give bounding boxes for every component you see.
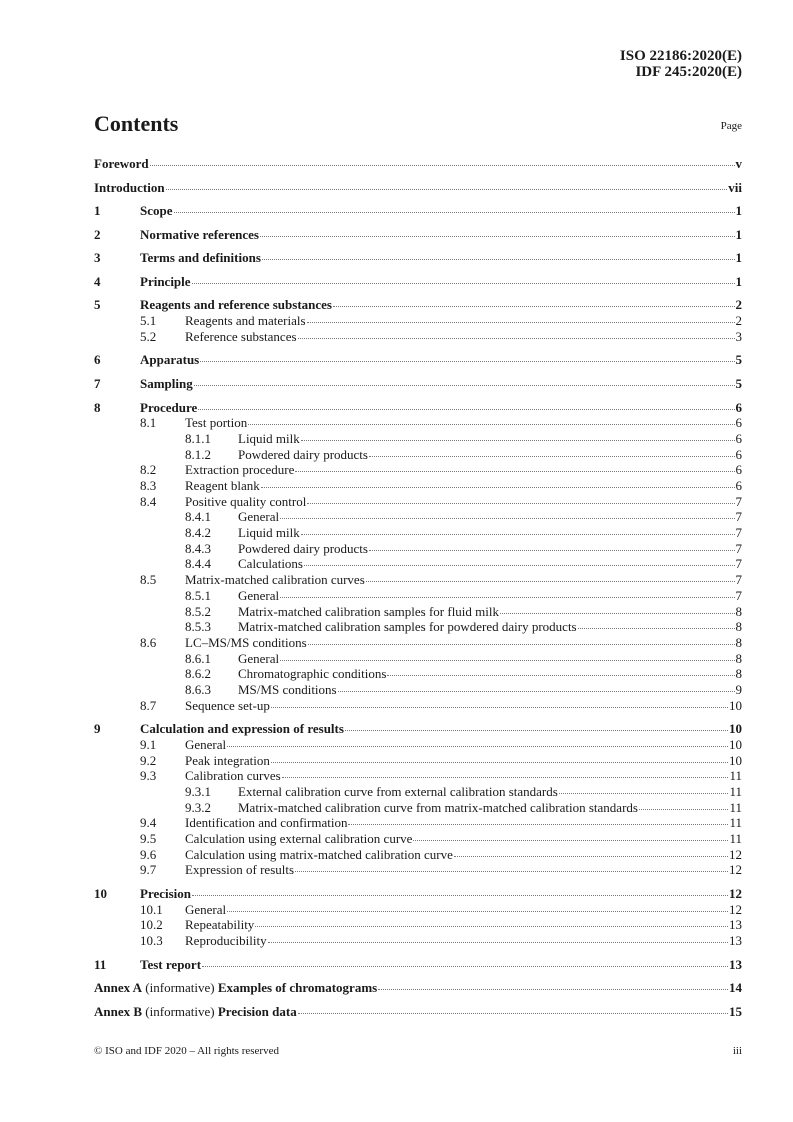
entry-title: Scope [140, 203, 173, 219]
section-number: 8.2 [140, 462, 157, 478]
dot-leader [307, 322, 735, 323]
toc-entry[interactable] [94, 784, 742, 800]
entry-title: Liquid milk [238, 430, 300, 446]
toc-entry[interactable] [94, 902, 742, 918]
entry-title: Reagents and reference substances [140, 297, 332, 313]
toc-entry[interactable] [94, 376, 742, 392]
entry-page: 7 [735, 540, 742, 556]
dot-leader [378, 989, 728, 990]
entry-title: Identification and confirmation [185, 815, 348, 831]
dot-leader [261, 487, 735, 488]
annex-type: (informative) [145, 1003, 215, 1019]
dot-leader [227, 911, 728, 912]
section-number: 8.6.3 [185, 681, 211, 697]
dot-leader [282, 777, 729, 778]
section-number: 10 [94, 885, 107, 901]
toc-entry[interactable] [94, 682, 742, 698]
dot-leader [366, 581, 735, 582]
entry-title: Calculation and expression of results [140, 721, 344, 737]
dot-leader [255, 926, 728, 927]
section-number: 8.5 [140, 572, 157, 588]
dot-leader [298, 338, 735, 339]
dot-leader [166, 189, 728, 190]
toc-entry[interactable] [94, 227, 742, 243]
entry-title: Liquid milk [238, 525, 300, 541]
document-identifier [620, 48, 742, 80]
entry-title: General [238, 509, 280, 525]
entry-page: 8 [735, 634, 742, 650]
section-number: 8.6 [140, 634, 157, 650]
entry-title: Sampling [140, 376, 193, 391]
section-number: 8.3 [140, 478, 157, 494]
toc-entry[interactable] [94, 556, 742, 572]
section-number: 5.2 [140, 328, 157, 344]
toc-entry[interactable] [94, 635, 742, 651]
section-number: 9.3 [140, 768, 157, 784]
entry-title: Expression of results [185, 862, 295, 878]
section-number: 9.2 [140, 752, 157, 768]
dot-leader [413, 840, 728, 841]
toc-entry[interactable] [94, 604, 742, 620]
entry-title: Chromatographic conditions [238, 666, 387, 682]
dot-leader [333, 306, 735, 307]
dot-leader [174, 212, 735, 213]
entry-title: Calculation using external calibration curve [185, 831, 413, 847]
section-number: 8.6.2 [185, 666, 211, 682]
entry-title: Test report [140, 956, 202, 972]
section-number: 8.1.1 [185, 430, 211, 446]
entry-title: Calculation using matrix-matched calibration curve [185, 846, 453, 862]
toc-entry[interactable] [94, 274, 742, 290]
dot-leader [192, 283, 735, 284]
entry-title: Examples of chromatograms [217, 980, 378, 996]
dot-leader [301, 440, 735, 441]
entry-page: 7 [735, 572, 742, 588]
entry-page: 7 [735, 509, 742, 525]
entry-page: 6 [735, 478, 742, 494]
entry-page: 11 [729, 831, 742, 847]
section-number: 7 [94, 376, 101, 391]
dot-leader [280, 518, 734, 519]
dot-leader [202, 966, 728, 967]
section-number: 9.7 [140, 862, 157, 878]
footer [94, 1045, 742, 1057]
entry-page: 3 [735, 328, 742, 344]
dot-leader [369, 550, 735, 551]
entry-page: 8 [735, 619, 742, 635]
dot-leader [200, 361, 734, 362]
idf-number: IDF 245:2020(E) [635, 64, 742, 80]
dot-leader [198, 409, 734, 410]
section-number: 8.1.2 [185, 446, 211, 462]
entry-title: Reagents and materials [185, 313, 306, 329]
entry-title: Precision [140, 885, 192, 901]
entry-title: General [238, 587, 280, 603]
toc-entry[interactable] [94, 651, 742, 667]
entry-title: Extraction procedure [185, 462, 295, 478]
entry-page: 8 [735, 666, 742, 682]
entry-page: 11 [729, 768, 742, 784]
section-number: 9.1 [140, 736, 157, 752]
toc-entry[interactable] [94, 588, 742, 604]
entry-page: 10 [729, 752, 742, 768]
toc-entry[interactable] [94, 933, 742, 949]
entry-title: Test portion [185, 415, 248, 431]
entry-page: 1 [735, 273, 742, 289]
toc-entry[interactable] [94, 415, 742, 431]
entry-title: Matrix-matched calibration samples for fluid milk [238, 603, 500, 619]
section-number: 9.6 [140, 846, 157, 862]
section-number: 8.4.4 [185, 556, 211, 572]
dot-leader [348, 824, 728, 825]
entry-page: 7 [735, 556, 742, 572]
toc-entry[interactable] [94, 431, 742, 447]
toc-entry[interactable] [94, 886, 742, 902]
section-number: 8.6.1 [185, 650, 211, 666]
entry-page: 13 [729, 917, 742, 933]
entry-page: 1 [735, 203, 742, 219]
toc-entry[interactable] [94, 721, 742, 737]
entry-title: Normative references [140, 226, 259, 242]
toc-entry[interactable] [94, 847, 742, 863]
section-number: 8.5.1 [185, 587, 211, 603]
dot-leader [192, 895, 728, 896]
section-number: 9.4 [140, 815, 157, 831]
section-number: 8.4.3 [185, 540, 211, 556]
toc-entry[interactable] [94, 862, 742, 878]
toc-entry[interactable] [94, 737, 742, 753]
toc-entry[interactable] [94, 509, 742, 525]
entry-title: Sequence set-up [185, 697, 270, 713]
dot-leader [345, 730, 728, 731]
entry-page: 10 [729, 697, 742, 713]
entry-page: 5 [735, 376, 742, 391]
entry-title: Repeatability [185, 917, 255, 933]
toc-entry[interactable] [94, 815, 742, 831]
entry-page: 9 [735, 681, 742, 697]
entry-title: Positive quality control [185, 493, 307, 509]
section-number: 3 [94, 250, 101, 266]
entry-title: Apparatus [140, 352, 200, 368]
toc-entry[interactable] [94, 156, 742, 172]
dot-leader [454, 856, 728, 857]
section-number: 8.5.3 [185, 619, 211, 635]
entry-page: 11 [729, 815, 742, 831]
dot-leader [150, 165, 735, 166]
entry-title: Reference substances [185, 328, 297, 344]
entry-page: 14 [729, 980, 742, 996]
dot-leader [280, 660, 734, 661]
dot-leader [308, 644, 735, 645]
dot-leader [559, 793, 729, 794]
entry-title: Reagent blank [185, 478, 260, 494]
entry-page: 11 [729, 783, 742, 799]
entry-title: General [185, 901, 227, 917]
section-number: 11 [94, 956, 107, 972]
annex-type: (informative) [145, 980, 215, 996]
entry-page: 8 [735, 603, 742, 619]
entry-page: 12 [729, 846, 742, 862]
toc-entry[interactable] [94, 541, 742, 557]
entry-title: Procedure [140, 399, 198, 415]
section-number: 10.2 [140, 917, 163, 933]
section-number: 8.1 [140, 415, 157, 431]
dot-leader [578, 628, 735, 629]
entry-page: 5 [735, 352, 742, 368]
section-number: 1 [94, 203, 101, 219]
section-number: 9.5 [140, 831, 157, 847]
entry-page: 1 [735, 250, 742, 266]
dot-leader [639, 809, 729, 810]
toc-entry[interactable] [94, 250, 742, 266]
entry-page: 7 [735, 587, 742, 603]
page-column-label: Page [720, 120, 742, 132]
entry-page: 2 [735, 313, 742, 329]
entry-title: Foreword [94, 156, 149, 171]
toc-entry[interactable] [94, 447, 742, 463]
entry-title: General [238, 650, 280, 666]
entry-page: 10 [729, 721, 742, 737]
entry-page: 13 [729, 933, 742, 949]
entry-page: 15 [729, 1003, 742, 1019]
dot-leader [194, 385, 735, 386]
section-number: 8.7 [140, 697, 157, 713]
entry-page: 6 [735, 415, 742, 431]
entry-page: 6 [735, 446, 742, 462]
toc-entry[interactable] [94, 352, 742, 368]
entry-page: 11 [729, 799, 742, 815]
dot-leader [295, 871, 728, 872]
toc-entry[interactable] [94, 494, 742, 510]
dot-leader [262, 259, 735, 260]
entry-page: 13 [729, 956, 742, 972]
entry-title: External calibration curve from external calibration standards [238, 783, 558, 799]
entry-title: General [185, 736, 227, 752]
section-number: 8.4.2 [185, 525, 211, 541]
toc-entry[interactable] [94, 400, 742, 416]
toc-entry[interactable] [94, 1004, 742, 1020]
section-number: 6 [94, 352, 101, 368]
entry-title: Terms and definitions [140, 250, 261, 266]
entry-page: 12 [729, 901, 742, 917]
toc-entry[interactable] [94, 329, 742, 345]
entry-page: vii [728, 179, 742, 195]
section-number: 5 [94, 297, 101, 313]
toc-entry[interactable] [94, 525, 742, 541]
toc-entry[interactable] [94, 666, 742, 682]
toc-entry[interactable] [94, 478, 742, 494]
entry-page: 6 [735, 430, 742, 446]
toc-entry[interactable] [94, 957, 742, 973]
section-number: 2 [94, 226, 101, 242]
section-number: 10.1 [140, 901, 163, 917]
dot-leader [295, 471, 734, 472]
entry-page: 10 [729, 736, 742, 752]
toc-entry[interactable] [94, 698, 742, 714]
section-number: 5.1 [140, 313, 157, 329]
section-number: 8 [94, 399, 101, 415]
toc-entry[interactable] [94, 462, 742, 478]
section-number: 8.4.1 [185, 509, 211, 525]
entry-page: 12 [729, 885, 742, 901]
entry-page: 7 [735, 525, 742, 541]
page-number: iii [732, 1045, 742, 1057]
toc-entry[interactable] [94, 203, 742, 219]
toc-entry[interactable] [94, 768, 742, 784]
entry-title: Calculations [238, 556, 303, 572]
iso-number: ISO 22186:2020(E) [619, 48, 742, 64]
entry-page: 7 [735, 493, 742, 509]
entry-title: Precision data [217, 1003, 297, 1019]
entry-title: Principle [140, 273, 191, 289]
toc-entry[interactable] [94, 572, 742, 588]
section-number: 9.3.2 [185, 799, 211, 815]
dot-leader [338, 691, 735, 692]
entry-title: Peak integration [185, 752, 270, 768]
entry-title: Powdered dairy products [238, 446, 368, 462]
dot-leader [280, 597, 734, 598]
section-number: 9 [94, 721, 101, 737]
dot-leader [260, 236, 735, 237]
section-number: 10.3 [140, 933, 163, 949]
entry-page: 2 [735, 297, 742, 313]
toc-entry[interactable] [94, 980, 742, 996]
toc-entry[interactable] [94, 800, 742, 816]
entry-title: Powdered dairy products [238, 540, 368, 556]
entry-title: Reproducibility [185, 933, 267, 949]
toc-entry[interactable] [94, 917, 742, 933]
entry-title: Introduction [94, 179, 165, 195]
entry-title: Matrix-matched calibration curves [185, 572, 365, 588]
toc-entry[interactable] [94, 313, 742, 329]
section-number: 4 [94, 273, 101, 289]
dot-leader [271, 762, 728, 763]
toc-entry[interactable] [94, 753, 742, 769]
section-number: 8.5.2 [185, 603, 211, 619]
annex-label: Annex B [94, 1003, 143, 1019]
entry-title: Calibration curves [185, 768, 281, 784]
dot-leader [268, 942, 728, 943]
entry-page: 8 [735, 650, 742, 666]
table-of-contents [94, 156, 742, 1019]
entry-page: 1 [735, 226, 742, 242]
dot-leader [248, 424, 734, 425]
dot-leader [298, 1013, 728, 1014]
toc-entry[interactable] [94, 619, 742, 635]
dot-leader [500, 613, 734, 614]
dot-leader [307, 503, 734, 504]
toc-entry[interactable] [94, 180, 742, 196]
dot-leader [369, 456, 735, 457]
entry-title: MS/MS conditions [238, 681, 337, 697]
entry-title: Matrix-matched calibration samples for powdered dairy products [238, 619, 577, 635]
entry-page: 6 [735, 462, 742, 478]
page-title: Contents [94, 111, 179, 136]
annex-label: Annex A [94, 980, 143, 996]
dot-leader [227, 746, 728, 747]
section-number: 9.3.1 [185, 783, 211, 799]
entry-title: LC–MS/MS conditions [185, 634, 307, 650]
dot-leader [271, 707, 728, 708]
section-number: 8.4 [140, 493, 157, 509]
entry-page: v [735, 156, 742, 171]
dot-leader [304, 565, 735, 566]
toc-entry[interactable] [94, 297, 742, 313]
entry-title: Matrix-matched calibration curve from matrix-matched calibration standards [238, 799, 638, 815]
copyright-notice: © ISO and IDF 2020 – All rights reserved [94, 1045, 279, 1057]
entry-page: 12 [729, 862, 742, 878]
dot-leader [387, 675, 734, 676]
toc-entry[interactable] [94, 831, 742, 847]
dot-leader [301, 534, 735, 535]
entry-page: 6 [735, 399, 742, 415]
